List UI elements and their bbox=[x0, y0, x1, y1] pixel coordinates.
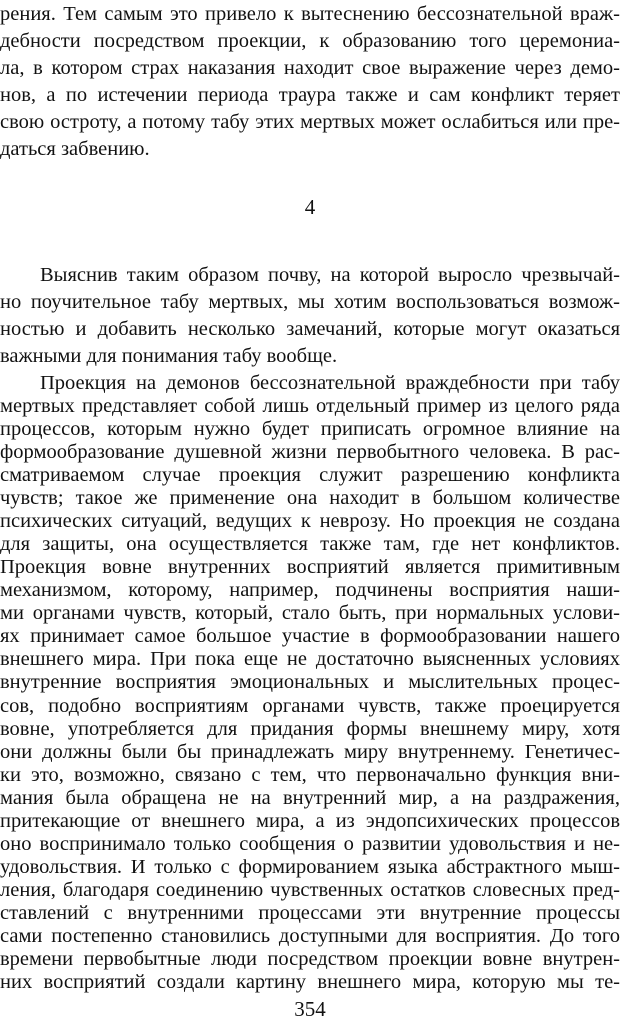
text-line: но поучительное табу мертвых, мы хотим воспользоваться возмож- bbox=[0, 291, 620, 313]
text-line: даться забвению. bbox=[0, 138, 150, 160]
text-line: ях принимает самое большое участие в формообразовании нашего bbox=[0, 625, 620, 648]
text-line: психических ситуаций, ведущих к неврозу. Но проекция не создана bbox=[0, 510, 620, 533]
text-line: сами постепенно становились доступными для восприятия. До того bbox=[0, 924, 620, 947]
text-line: притекающие от внешнего мира, а из эндопсихических процессов bbox=[0, 809, 620, 832]
text-line: времени первобытные люди посредством проекции вовне внутрен- bbox=[0, 947, 620, 970]
text-line: ления, благодаря соединению чувственных остатков словесных пред- bbox=[0, 878, 620, 901]
text-line: удовольствия. И только с формированием языка абстрактного мыш- bbox=[0, 855, 620, 878]
text-line: ми органами чувств, который, стало быть, при нормальных услови- bbox=[0, 602, 620, 625]
text-line: важными для понимания табу вообще. bbox=[0, 345, 338, 367]
text-line: них восприятий создали картину внешнего мира, которую мы те- bbox=[0, 970, 620, 993]
text-line: мертвых представляет собой лишь отдельный пример из целого ряда bbox=[0, 395, 620, 418]
text-line: Проекция на демонов бессознательной враждебности при табу bbox=[40, 372, 620, 394]
text-line: сматриваемом случае проекция служит разрешению конфликта bbox=[0, 464, 620, 487]
text-line: внешнего мира. При пока еще не достаточно выясненных условиях bbox=[0, 648, 620, 671]
text-line: механизмом, которому, например, подчинены восприятия наши- bbox=[0, 579, 620, 602]
text-line: Проекция вовне внутренних восприятий является примитивным bbox=[0, 556, 620, 579]
text-line: вовне, употребляется для придания формы внешнему миру, хотя bbox=[0, 717, 620, 740]
text-line: мания была обращена не на внутренний мир, а на раздражения, bbox=[0, 786, 620, 809]
section-number: 4 bbox=[304, 195, 316, 219]
text-line: ла, в котором страх наказания находит свое выражение через демо- bbox=[0, 57, 620, 79]
text-line: свою остроту, а потому табу этих мертвых может ослабиться или пре- bbox=[0, 111, 620, 133]
text-line: Выяснив таким образом почву, на которой выросло чрезвычай- bbox=[40, 264, 620, 286]
text-line: оно воспринимало только сообщения о развитии удовольствия и не- bbox=[0, 832, 620, 855]
text-line: сов, подобно восприятиям органами чувств, также проецируется bbox=[0, 694, 620, 717]
text-line: формообразование душевной жизни первобытного человека. В рас- bbox=[0, 441, 620, 464]
text-line: внутренние восприятия эмоциональных и мыслительных процес- bbox=[0, 671, 620, 694]
text-line: ставлений с внутренними процессами эти внутренние процессы bbox=[0, 901, 620, 924]
text-line: ностью и добавить несколько замечаний, которые могут оказаться bbox=[0, 318, 620, 340]
text-line: рения. Тем самым это привело к вытеснению бессознательной враж- bbox=[0, 3, 620, 25]
text-line: они должны были бы принадлежать миру внутреннему. Генетичес- bbox=[0, 740, 620, 763]
text-line: нов, а по истечении периода траура также и сам конфликт теряет bbox=[0, 84, 620, 106]
text-line: для защиты, она осуществляется также там, где нет конфликтов. bbox=[0, 533, 620, 556]
text-line: дебности посредством проекции, к образованию того церемониа- bbox=[0, 30, 620, 52]
text-line: процессов, которым нужно будет приписать огромное влияние на bbox=[0, 418, 620, 441]
text-line: ки это, возможно, связано с тем, что первоначально функция вни- bbox=[0, 763, 620, 786]
page-number: 354 bbox=[294, 997, 326, 1021]
text-line: чувств; такое же применение она находит в большом количестве bbox=[0, 487, 620, 510]
